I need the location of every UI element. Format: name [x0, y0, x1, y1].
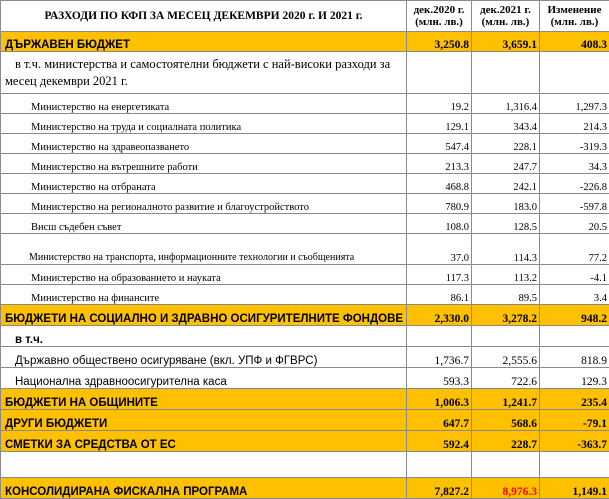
value-2020: 108.0	[407, 214, 472, 234]
value-change: -79.1	[540, 410, 609, 431]
value-2021: 242.1	[472, 174, 540, 194]
sub-label: Държавно обществено осигуряване (вкл. УПФ и ФГВРС)	[1, 347, 407, 368]
ministry-label: Министерство на труда и социалната политика	[1, 114, 407, 134]
table-row	[1, 134, 609, 154]
value-2021: 183.0	[472, 194, 540, 214]
table-row	[1, 234, 609, 265]
value-2020: 117.3	[407, 265, 472, 285]
value-change: -4.1	[540, 265, 609, 285]
table-row	[1, 94, 609, 114]
table-row	[1, 265, 609, 285]
value-2020: 129.1	[407, 114, 472, 134]
value-change: -597.8	[540, 194, 609, 214]
value-2020: 593.3	[407, 368, 472, 389]
row-label: СМЕТКИ ЗА СРЕДСТВА ОТ ЕС	[1, 431, 407, 452]
value-2021: 8,976.3	[472, 478, 540, 499]
col-header-change: Изменение (млн. лв.)	[540, 1, 609, 32]
value-2020: 1,736.7	[407, 347, 472, 368]
municipal-row	[1, 389, 609, 410]
value-2020: 19.2	[407, 94, 472, 114]
row-label: БЮДЖЕТИ НА ОБЩИНИТЕ	[1, 389, 407, 410]
row-label: ДРУГИ БЮДЖЕТИ	[1, 410, 407, 431]
value-2021: 228.1	[472, 134, 540, 154]
ministry-label: Висш съдебен съвет	[1, 214, 407, 234]
col-header-2020: дек.2020 г. (млн. лв.)	[407, 1, 472, 32]
value-2021: 3,278.2	[472, 305, 540, 326]
value-2021: 228.7	[472, 431, 540, 452]
value-2021: 568.6	[472, 410, 540, 431]
value-change: 20.5	[540, 214, 609, 234]
value-2021: 247.7	[472, 154, 540, 174]
ministry-label: Министерство на регионалното развитие и благоустройството	[1, 194, 407, 214]
eu-funds-row	[1, 431, 609, 452]
value-2021: 113.2	[472, 265, 540, 285]
value-change: -363.7	[540, 431, 609, 452]
incl-label: в т.ч.	[1, 326, 407, 347]
value-change: 214.3	[540, 114, 609, 134]
row-label: КОНСОЛИДИРАНА ФИСКАЛНА ПРОГРАМА	[1, 478, 407, 499]
value-2021: 128.5	[472, 214, 540, 234]
value-change: 3.4	[540, 285, 609, 305]
state-budget-row	[1, 32, 609, 52]
consolidated-row	[1, 478, 609, 499]
value-2020: 1,006.3	[407, 389, 472, 410]
value-2021: 1,241.7	[472, 389, 540, 410]
sub-label: Национална здравноосигурителна каса	[1, 368, 407, 389]
value-2021: 1,316.4	[472, 94, 540, 114]
value-change: 408.3	[540, 32, 609, 52]
incl-row	[1, 326, 609, 347]
value-2020: 780.9	[407, 194, 472, 214]
value-2021: 343.4	[472, 114, 540, 134]
ministry-label: Министерство на образованието и науката	[1, 265, 407, 285]
value-change: 129.3	[540, 368, 609, 389]
ministry-label: Министерство на транспорта, информационните технологии и съобщенията	[1, 234, 407, 265]
table-row	[1, 154, 609, 174]
value-2021: 89.5	[472, 285, 540, 305]
table-row	[1, 214, 609, 234]
table-row	[1, 285, 609, 305]
table-row	[1, 194, 609, 214]
ministries-intro: в т.ч. министерства и самостоятелни бюджети с най-високи разходи за месец декември 2021 г.	[1, 52, 407, 94]
value-2020: 647.7	[407, 410, 472, 431]
value-change: -319.3	[540, 134, 609, 154]
ministry-label: Министерство на вътрешните работи	[1, 154, 407, 174]
value-2020: 86.1	[407, 285, 472, 305]
value-2020: 3,250.8	[407, 32, 472, 52]
value-2020: 2,330.0	[407, 305, 472, 326]
value-2020: 547.4	[407, 134, 472, 154]
value-change: 1,297.3	[540, 94, 609, 114]
value-change: 1,149.1	[540, 478, 609, 499]
table-row	[1, 347, 609, 368]
value-2020: 37.0	[407, 234, 472, 265]
value-2021: 722.6	[472, 368, 540, 389]
ministries-intro-row	[1, 52, 609, 94]
value-change: 235.4	[540, 389, 609, 410]
value-2020: 213.3	[407, 154, 472, 174]
other-budgets-row	[1, 410, 609, 431]
table-row	[1, 114, 609, 134]
table-title: РАЗХОДИ ПО КФП ЗА МЕСЕЦ ДЕКЕМВРИ 2020 г. И 2021 г.	[1, 1, 407, 32]
col-header-2021: дек.2021 г. (млн. лв.)	[472, 1, 540, 32]
table-row	[1, 174, 609, 194]
value-2021: 114.3	[472, 234, 540, 265]
value-change: -226.8	[540, 174, 609, 194]
value-2021: 2,555.6	[472, 347, 540, 368]
value-2021: 3,659.1	[472, 32, 540, 52]
social-funds-row	[1, 305, 609, 326]
row-label: ДЪРЖАВЕН БЮДЖЕТ	[1, 32, 407, 52]
ministry-label: Министерство на отбраната	[1, 174, 407, 194]
spacer-row	[1, 452, 609, 478]
value-2020: 468.8	[407, 174, 472, 194]
ministry-label: Министерство на финансите	[1, 285, 407, 305]
ministry-label: Министерство на енергетиката	[1, 94, 407, 114]
ministry-label: Министерство на здравеопазването	[1, 134, 407, 154]
header-row	[1, 1, 609, 32]
row-label: БЮДЖЕТИ НА СОЦИАЛНО И ЗДРАВНО ОСИГУРИТЕЛНИТЕ ФОНДОВЕ	[1, 305, 407, 326]
value-change: 34.3	[540, 154, 609, 174]
value-change: 818.9	[540, 347, 609, 368]
value-2020: 592.4	[407, 431, 472, 452]
value-2020: 7,827.2	[407, 478, 472, 499]
value-change: 77.2	[540, 234, 609, 265]
table-row	[1, 368, 609, 389]
value-change: 948.2	[540, 305, 609, 326]
